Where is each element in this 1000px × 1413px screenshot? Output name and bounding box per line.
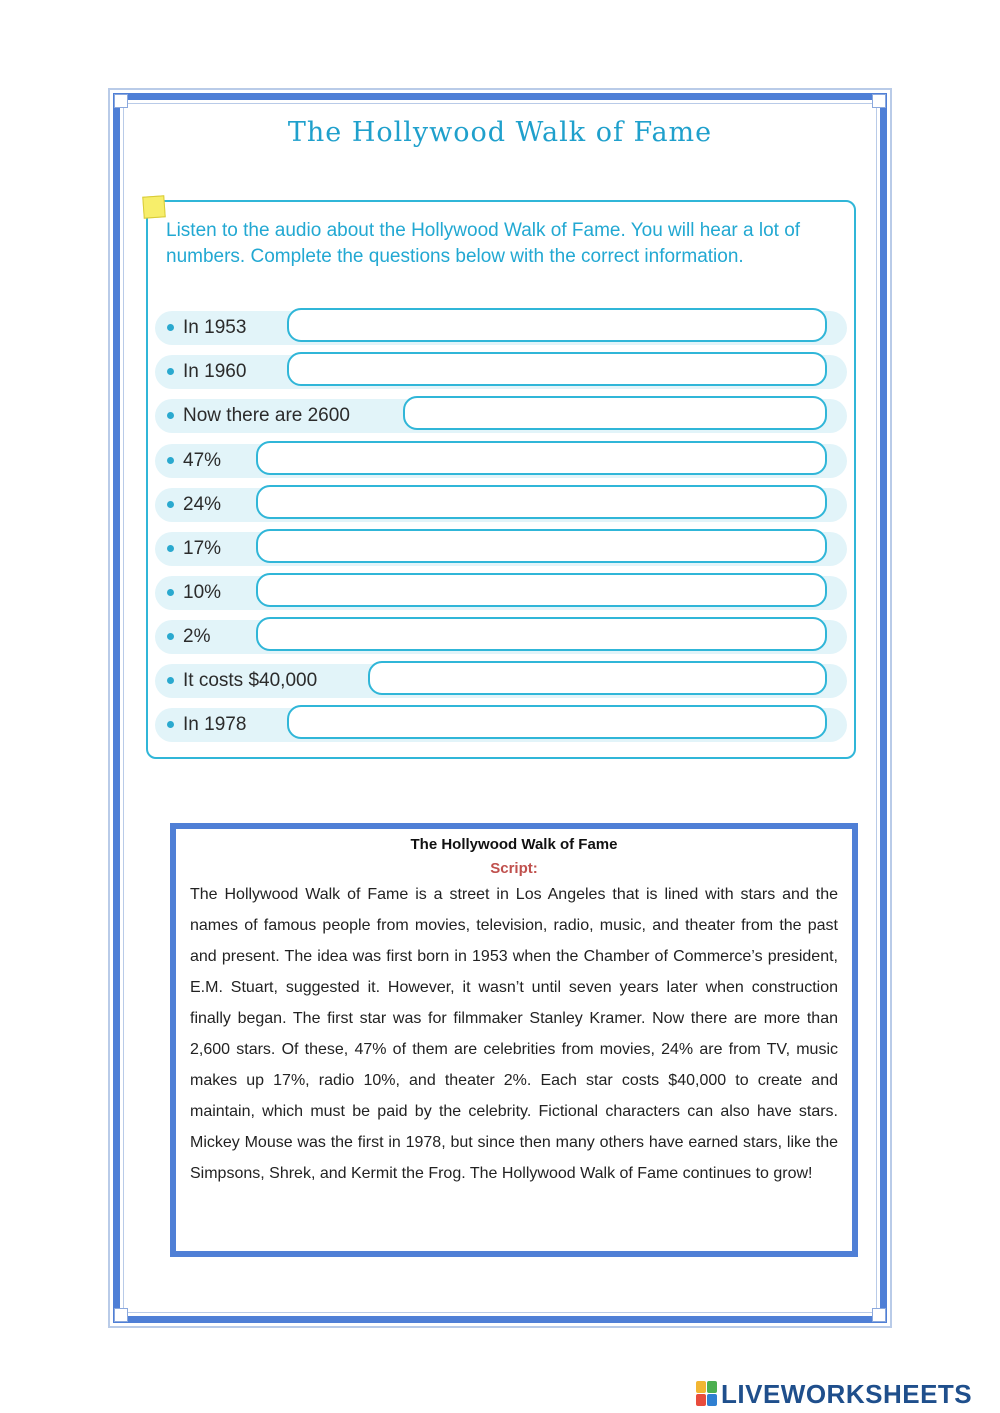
frame-corner	[872, 94, 886, 108]
logo-blocks-icon	[696, 1381, 718, 1407]
script-label: Script:	[490, 860, 538, 877]
sticky-note-icon	[142, 195, 165, 218]
bullet-icon	[167, 457, 174, 464]
question-label: 47%	[183, 450, 222, 471]
instructions-text: Listen to the audio about the Hollywood Walk of Fame. You will hear a lot of numbers. Complete the questions below with the correct information.	[166, 220, 801, 267]
question-label: In 1978	[183, 714, 247, 735]
frame-corner	[114, 94, 128, 108]
answer-field[interactable]	[256, 617, 827, 651]
question-label: 2%	[183, 626, 211, 647]
answer-field[interactable]	[256, 485, 827, 519]
bullet-icon	[167, 589, 174, 596]
answer-field[interactable]	[256, 441, 827, 475]
question-label: It costs $40,000	[183, 670, 318, 691]
answer-field[interactable]	[368, 661, 827, 695]
answer-field[interactable]	[403, 396, 827, 430]
question-row	[155, 444, 847, 478]
bullet-icon	[167, 501, 174, 508]
question-row	[155, 664, 847, 698]
question-label: In 1960	[183, 361, 247, 382]
bullet-icon	[167, 412, 174, 419]
question-row	[155, 488, 847, 522]
page-title: The Hollywood Walk of Fame	[287, 117, 713, 148]
answer-field[interactable]	[256, 529, 827, 563]
question-row	[155, 355, 847, 389]
liveworksheets-logo	[696, 1378, 972, 1410]
question-row	[155, 708, 847, 742]
answer-field[interactable]	[256, 573, 827, 607]
bullet-icon	[167, 368, 174, 375]
script-text: The Hollywood Walk of Fame is a street in Los Angeles that is lined with stars and the names of famous people from movies, television, radio, music, and theater from the past and present. The idea was first born in 1953 when the Chamber of Commerce’s president, E.M. Stuart, suggested it. However, it wasn’t until seven years later when construction finally began. The first star was for filmmaker Stanley Kramer. Now there are more than 2,600 stars. Of these, 47% of them are celebrities from movies, 24% are from TV, music makes up 17%, radio 10%, and theater 2%. Each star costs $40,000 to create and maintain, which must be paid by the celebrity. Fictional characters can also have stars. Mickey Mouse was the first in 1978, but since then many others have earned stars, like the Simpsons, Shrek, and Kermit the Frog. The Hollywood Walk of Fame continues to grow!	[190, 886, 838, 1182]
question-row	[155, 620, 847, 654]
answer-field[interactable]	[287, 352, 827, 386]
question-label: Now there are 2600	[183, 405, 350, 426]
question-label: In 1953	[183, 317, 247, 338]
answer-field[interactable]	[287, 308, 827, 342]
logo-text: LIVEWORKSHEETS	[721, 1378, 973, 1409]
bullet-icon	[167, 324, 174, 331]
frame-corner	[114, 1308, 128, 1322]
bullet-icon	[167, 721, 174, 728]
question-label: 24%	[183, 494, 222, 515]
frame-corner	[872, 1308, 886, 1322]
question-row	[155, 532, 847, 566]
script-title: The Hollywood Walk of Fame	[410, 836, 618, 853]
bullet-icon	[167, 633, 174, 640]
answer-field[interactable]	[287, 705, 827, 739]
question-row	[155, 399, 847, 433]
question-label: 17%	[183, 538, 222, 559]
question-label: 10%	[183, 582, 222, 603]
question-row	[155, 311, 847, 345]
question-row	[155, 576, 847, 610]
bullet-icon	[167, 545, 174, 552]
bullet-icon	[167, 677, 174, 684]
